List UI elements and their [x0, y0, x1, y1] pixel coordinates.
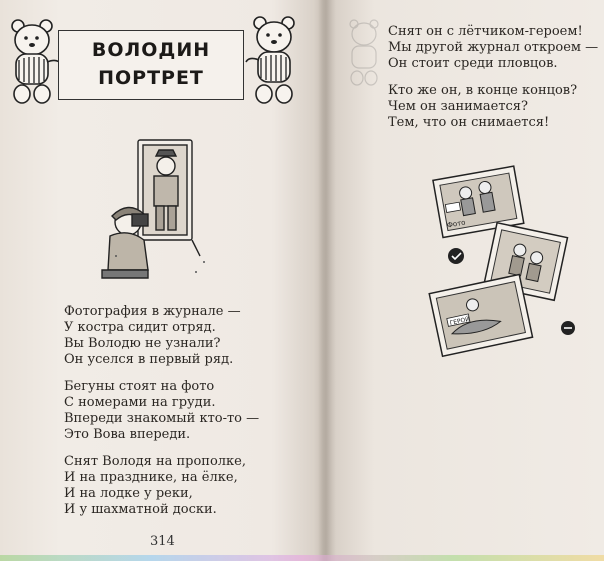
poem-line: Снят он с лётчиком-героем! — [388, 24, 583, 39]
poem-line: Тем, что он снимается! — [388, 115, 550, 130]
poem-line: Кто же он, в конце концов? — [388, 83, 578, 98]
page-number: 314 — [150, 534, 175, 549]
title-line-2: ПОРТРЕТ — [98, 67, 204, 89]
photo-swimmer — [429, 275, 532, 357]
scattered-photos-illustration — [428, 160, 588, 360]
poem-line: Вы Володю не узнали? — [64, 336, 221, 351]
bear-left-illustration — [6, 16, 62, 108]
title-frame — [58, 30, 244, 100]
poem-line: Впереди знакомый кто-то — — [64, 411, 260, 426]
photo-caption: Фото — [446, 218, 467, 230]
poem-line: И у шахматной доски. — [64, 502, 217, 517]
boy-photographer-illustration — [96, 136, 216, 282]
poem-line: И на празднике, на ёлке, — [64, 470, 238, 485]
bottom-edge — [0, 555, 604, 561]
poem-line: Это Вова впереди. — [64, 427, 191, 442]
stanza — [388, 83, 598, 131]
photo-caption-2: ГЕРОЙ — [449, 315, 471, 327]
poem-line: У костра сидит отряд. — [64, 320, 216, 335]
bear-right-illustration — [246, 14, 302, 108]
poem-line: И на лодке у реки, — [64, 486, 193, 501]
stanza — [64, 454, 259, 518]
poem-line: Он уселся в первый ряд. — [64, 352, 234, 367]
poem-line: Он стоит среди пловцов. — [388, 56, 558, 71]
show-through-bear-illustration — [344, 18, 384, 88]
title-line-1: ВОЛОДИН — [91, 39, 211, 61]
right-page — [332, 0, 604, 561]
poem-line: Фотография в журнале — — [64, 304, 241, 319]
poem-line: Снят Володя на прополке, — [64, 454, 246, 469]
stanza — [388, 24, 598, 72]
poem-line: С номерами на груди. — [64, 395, 216, 410]
poem-line: Бегуны стоят на фото — [64, 379, 215, 394]
poem-line: Чем он занимается? — [388, 99, 528, 114]
left-poem — [64, 304, 259, 529]
stanza — [64, 379, 259, 443]
right-poem — [388, 24, 598, 142]
poem-line: Мы другой журнал откроем — — [388, 40, 599, 55]
stanza — [64, 304, 259, 368]
ring-mark — [448, 248, 464, 264]
